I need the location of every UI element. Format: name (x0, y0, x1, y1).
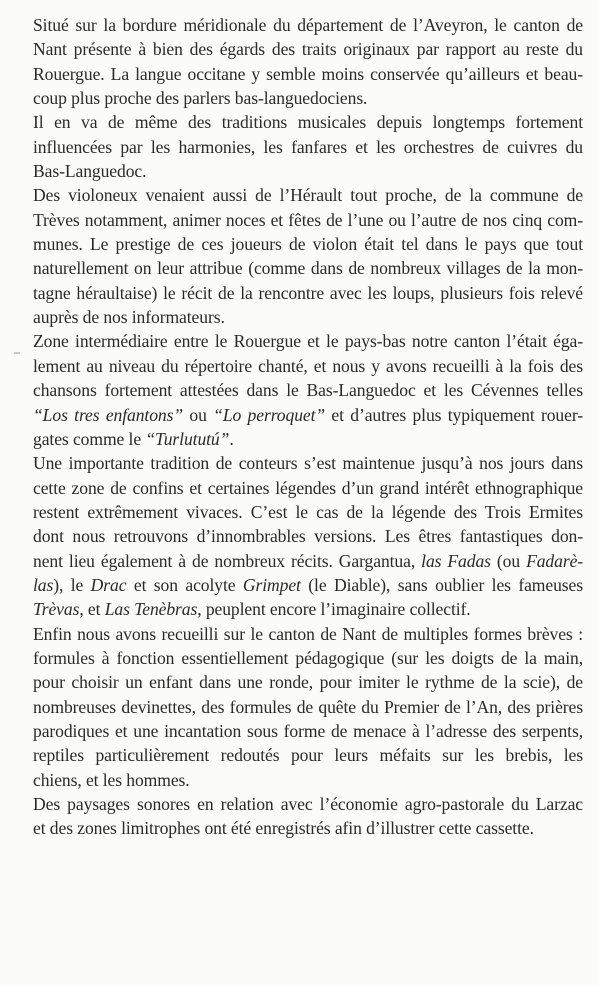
text-run: ), le (53, 574, 91, 595)
text-run: gates comme le (33, 428, 146, 449)
document-page (33, 13, 583, 841)
text-line: munes. Le prestige de ces joueurs de violon était tel dans le pays que tout (33, 234, 583, 255)
text-line (33, 403, 583, 427)
text-line: et des zones limitrophes ont été enregistrés afin d’illustrer cette cassette. (33, 818, 534, 839)
italic-term: Fadarè- (526, 550, 584, 571)
text-line: lement au niveau du répertoire chanté, et nous y avons recueilli à la fois des (33, 355, 583, 376)
italic-term: Grimpet (242, 574, 301, 595)
text-line: pour choisir un enfant dans une ronde, pour imiter le rythme de la scie), de (33, 672, 583, 693)
text-line: chiens, et les hommes. (33, 769, 190, 790)
text-line: parodiques et une incantation sous forme de menace à l’adresse des serpents, (33, 720, 583, 741)
text-line: cette zone de confins et certaines légendes d’un grand intérêt ethnographique (33, 477, 583, 498)
italic-term: las (33, 574, 54, 595)
text-line: Zone intermédiaire entre le Rouergue et le pays-bas notre canton l’était éga- (33, 331, 583, 352)
text-line (33, 549, 583, 573)
text-line: reptiles particulièrement redoutés pour leurs méfaits sur les brebis, les (33, 745, 583, 766)
text-line: auprès de nos informateurs. (33, 307, 225, 328)
text-line: Trèves notamment, animer noces et fêtes de l’une ou l’autre de nos cinq com- (33, 209, 583, 230)
text-line: Situé sur la bordure méridionale du département de l’Aveyron, le canton de (33, 15, 583, 35)
text-line: Nant présente à bien des égards des traits originaux par rapport au reste du (33, 39, 583, 60)
text-line: Des violoneux venaient aussi de l’Hérault tout proche, de la commune de (33, 185, 583, 206)
text-line: restent extrêmement vivaces. C’est le cas de la légende des Trois Ermites (33, 501, 583, 522)
text-line: coup plus proche des parlers bas-languedociens. (33, 88, 368, 109)
text-run: , peuplent encore l’imaginaire collectif. (197, 599, 471, 620)
text-run: (ou (490, 550, 527, 571)
text-line (33, 597, 583, 621)
text-run: , et (79, 599, 105, 620)
text-run: . (229, 428, 234, 449)
text-run: (le Diable), sans oublier les fameuses (300, 574, 583, 595)
song-title: “Turlututú” (145, 428, 230, 449)
song-title: “Lo perroquet” (213, 404, 326, 425)
text-line: formules à fonction essentiellement pédagogique (sur les doigts de la main, (33, 647, 583, 668)
italic-term: Trèvas (33, 599, 80, 620)
text-line: Une importante tradition de conteurs s’est maintenue jusqu’à nos jours dans (33, 453, 583, 474)
text-line: Il en va de même des traditions musicales depuis longtemps fortement (33, 112, 583, 133)
italic-term: las Fadas (421, 550, 491, 571)
song-title: “Los tres enfantons” (33, 404, 184, 425)
text-line: tagne héraultaise) le récit de la rencontre avec les loups, plusieurs fois relevé (33, 282, 583, 303)
text-line: naturellement on leur attribue (comme dans de nombreux villages de la mon- (33, 258, 583, 279)
italic-term: Las Tenèbras (104, 599, 198, 620)
text-run: et d’autres plus typiquement rouer- (325, 404, 583, 425)
text-line: chansons fortement attestées dans le Bas-Languedoc et les Cévennes telles (33, 380, 583, 401)
text-line: nombreuses devinettes, des formules de quête du Premier de l’An, des prières (33, 696, 583, 717)
text-line: Rouergue. La langue occitane y semble moins conservée qu’ailleurs et beau- (33, 63, 583, 84)
scan-mark (14, 352, 20, 354)
italic-term: Drac (90, 574, 127, 595)
text-line: influencées par les harmonies, les fanfares et les orchestres de cuivres du (33, 136, 583, 157)
text-run: ou (183, 404, 214, 425)
text-line (33, 573, 583, 597)
text-line: Enfin nous avons recueilli sur le canton de Nant de multiples formes brèves : (33, 623, 583, 644)
text-line: dont nous retrouvons d’innombrables versions. Les êtres fantastiques don- (33, 526, 583, 547)
text-line (33, 427, 583, 451)
text-line: Des paysages sonores en relation avec l’économie agro-pastorale du Larzac (33, 794, 583, 814)
text-run: nent lieu également à de nombreux récits. Gargantua, (33, 550, 422, 571)
text-run: et son acolyte (126, 574, 243, 595)
text-line: Bas-Languedoc. (33, 161, 147, 182)
